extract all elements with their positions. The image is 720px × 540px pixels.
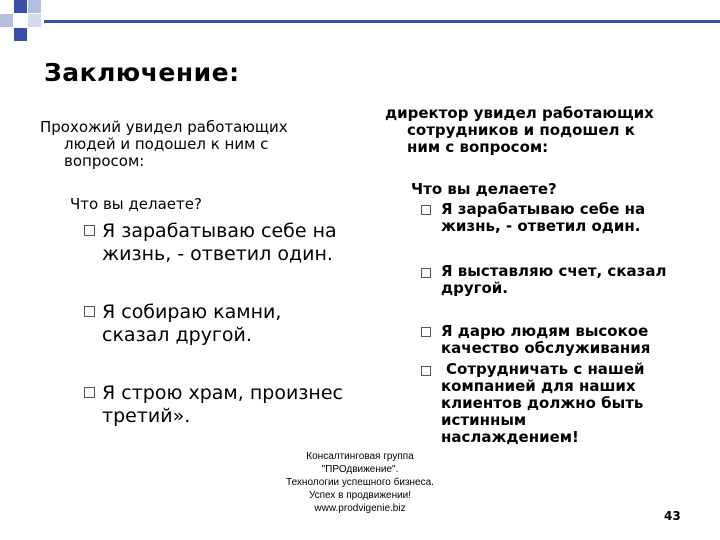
checkbox-bullet-icon bbox=[421, 327, 431, 337]
right-answer-line: Я дарю людям высокое bbox=[441, 322, 649, 340]
right-question: Что вы делаете? bbox=[411, 180, 557, 198]
right-answer-line: Я зарабатываю себе на bbox=[441, 200, 646, 218]
decor-square-light bbox=[0, 14, 13, 27]
decor-square-dark bbox=[14, 0, 27, 13]
right-answer-line: клиентов должно быть bbox=[441, 394, 644, 412]
left-answer-line: жизнь, - ответил один. bbox=[102, 243, 333, 265]
right-intro-line: сотрудников и подошел к bbox=[407, 121, 635, 139]
left-answer bbox=[102, 301, 281, 347]
right-answer-line: жизнь, - ответил один. bbox=[441, 217, 641, 235]
checkbox-bullet-icon bbox=[84, 306, 95, 317]
checkbox-bullet-icon bbox=[421, 268, 431, 278]
decor-square-light bbox=[28, 0, 41, 13]
right-answer bbox=[441, 201, 645, 235]
left-answer-line: сказал другой. bbox=[102, 324, 252, 346]
left-intro-line: вопросом: bbox=[64, 152, 145, 170]
left-question: Что вы делаете? bbox=[70, 195, 202, 213]
decor-square-light bbox=[28, 14, 41, 27]
left-intro-line: Прохожий увидел работающих bbox=[40, 118, 288, 136]
footer-line: Консалтинговая группа bbox=[306, 451, 414, 462]
decor-top-bar bbox=[44, 20, 720, 23]
left-answer bbox=[102, 220, 337, 266]
page-number: 43 bbox=[664, 509, 681, 523]
right-answer-line: наслаждением! bbox=[441, 428, 579, 446]
right-intro bbox=[385, 105, 654, 156]
page-title: Заключение: bbox=[44, 58, 240, 87]
right-intro-line: директор увидел работающих bbox=[385, 104, 654, 122]
left-answer-line: третий». bbox=[102, 405, 191, 427]
footer-credits bbox=[255, 450, 465, 515]
decor-square-dark bbox=[14, 28, 27, 41]
checkbox-bullet-icon bbox=[421, 205, 431, 215]
checkbox-bullet-icon bbox=[421, 366, 431, 376]
right-intro-line: ним с вопросом: bbox=[407, 138, 549, 156]
left-answer-line: Я собираю камни, bbox=[102, 301, 282, 323]
footer-line: Технологии успешного бизнеса. bbox=[286, 477, 434, 488]
footer-website-link[interactable]: www.prodvigenie.biz bbox=[314, 503, 406, 514]
left-intro bbox=[40, 119, 288, 170]
footer-line: Успех в продвижении! bbox=[308, 490, 412, 501]
left-answer bbox=[102, 382, 343, 428]
checkbox-bullet-icon bbox=[84, 225, 95, 236]
right-answer-line: качество обслуживания bbox=[441, 339, 651, 357]
left-answer-line: Я строю храм, произнес bbox=[102, 382, 343, 404]
checkbox-bullet-icon bbox=[84, 387, 95, 398]
right-answer bbox=[441, 323, 650, 357]
right-answer bbox=[441, 263, 666, 297]
right-answer-line: компанией для наших bbox=[441, 377, 636, 395]
right-answer-line: истинным bbox=[441, 411, 527, 429]
right-answer bbox=[441, 361, 645, 446]
right-answer-line: Сотрудничать с нашей bbox=[446, 360, 645, 378]
right-answer-line: Я выставляю счет, сказал bbox=[441, 262, 667, 280]
left-intro-line: людей и подошел к ним с bbox=[64, 135, 269, 153]
footer-line: "ПРОдвижение". bbox=[321, 464, 399, 475]
left-answer-line: Я зарабатываю себе на bbox=[102, 220, 337, 242]
right-answer-line: другой. bbox=[441, 279, 508, 297]
